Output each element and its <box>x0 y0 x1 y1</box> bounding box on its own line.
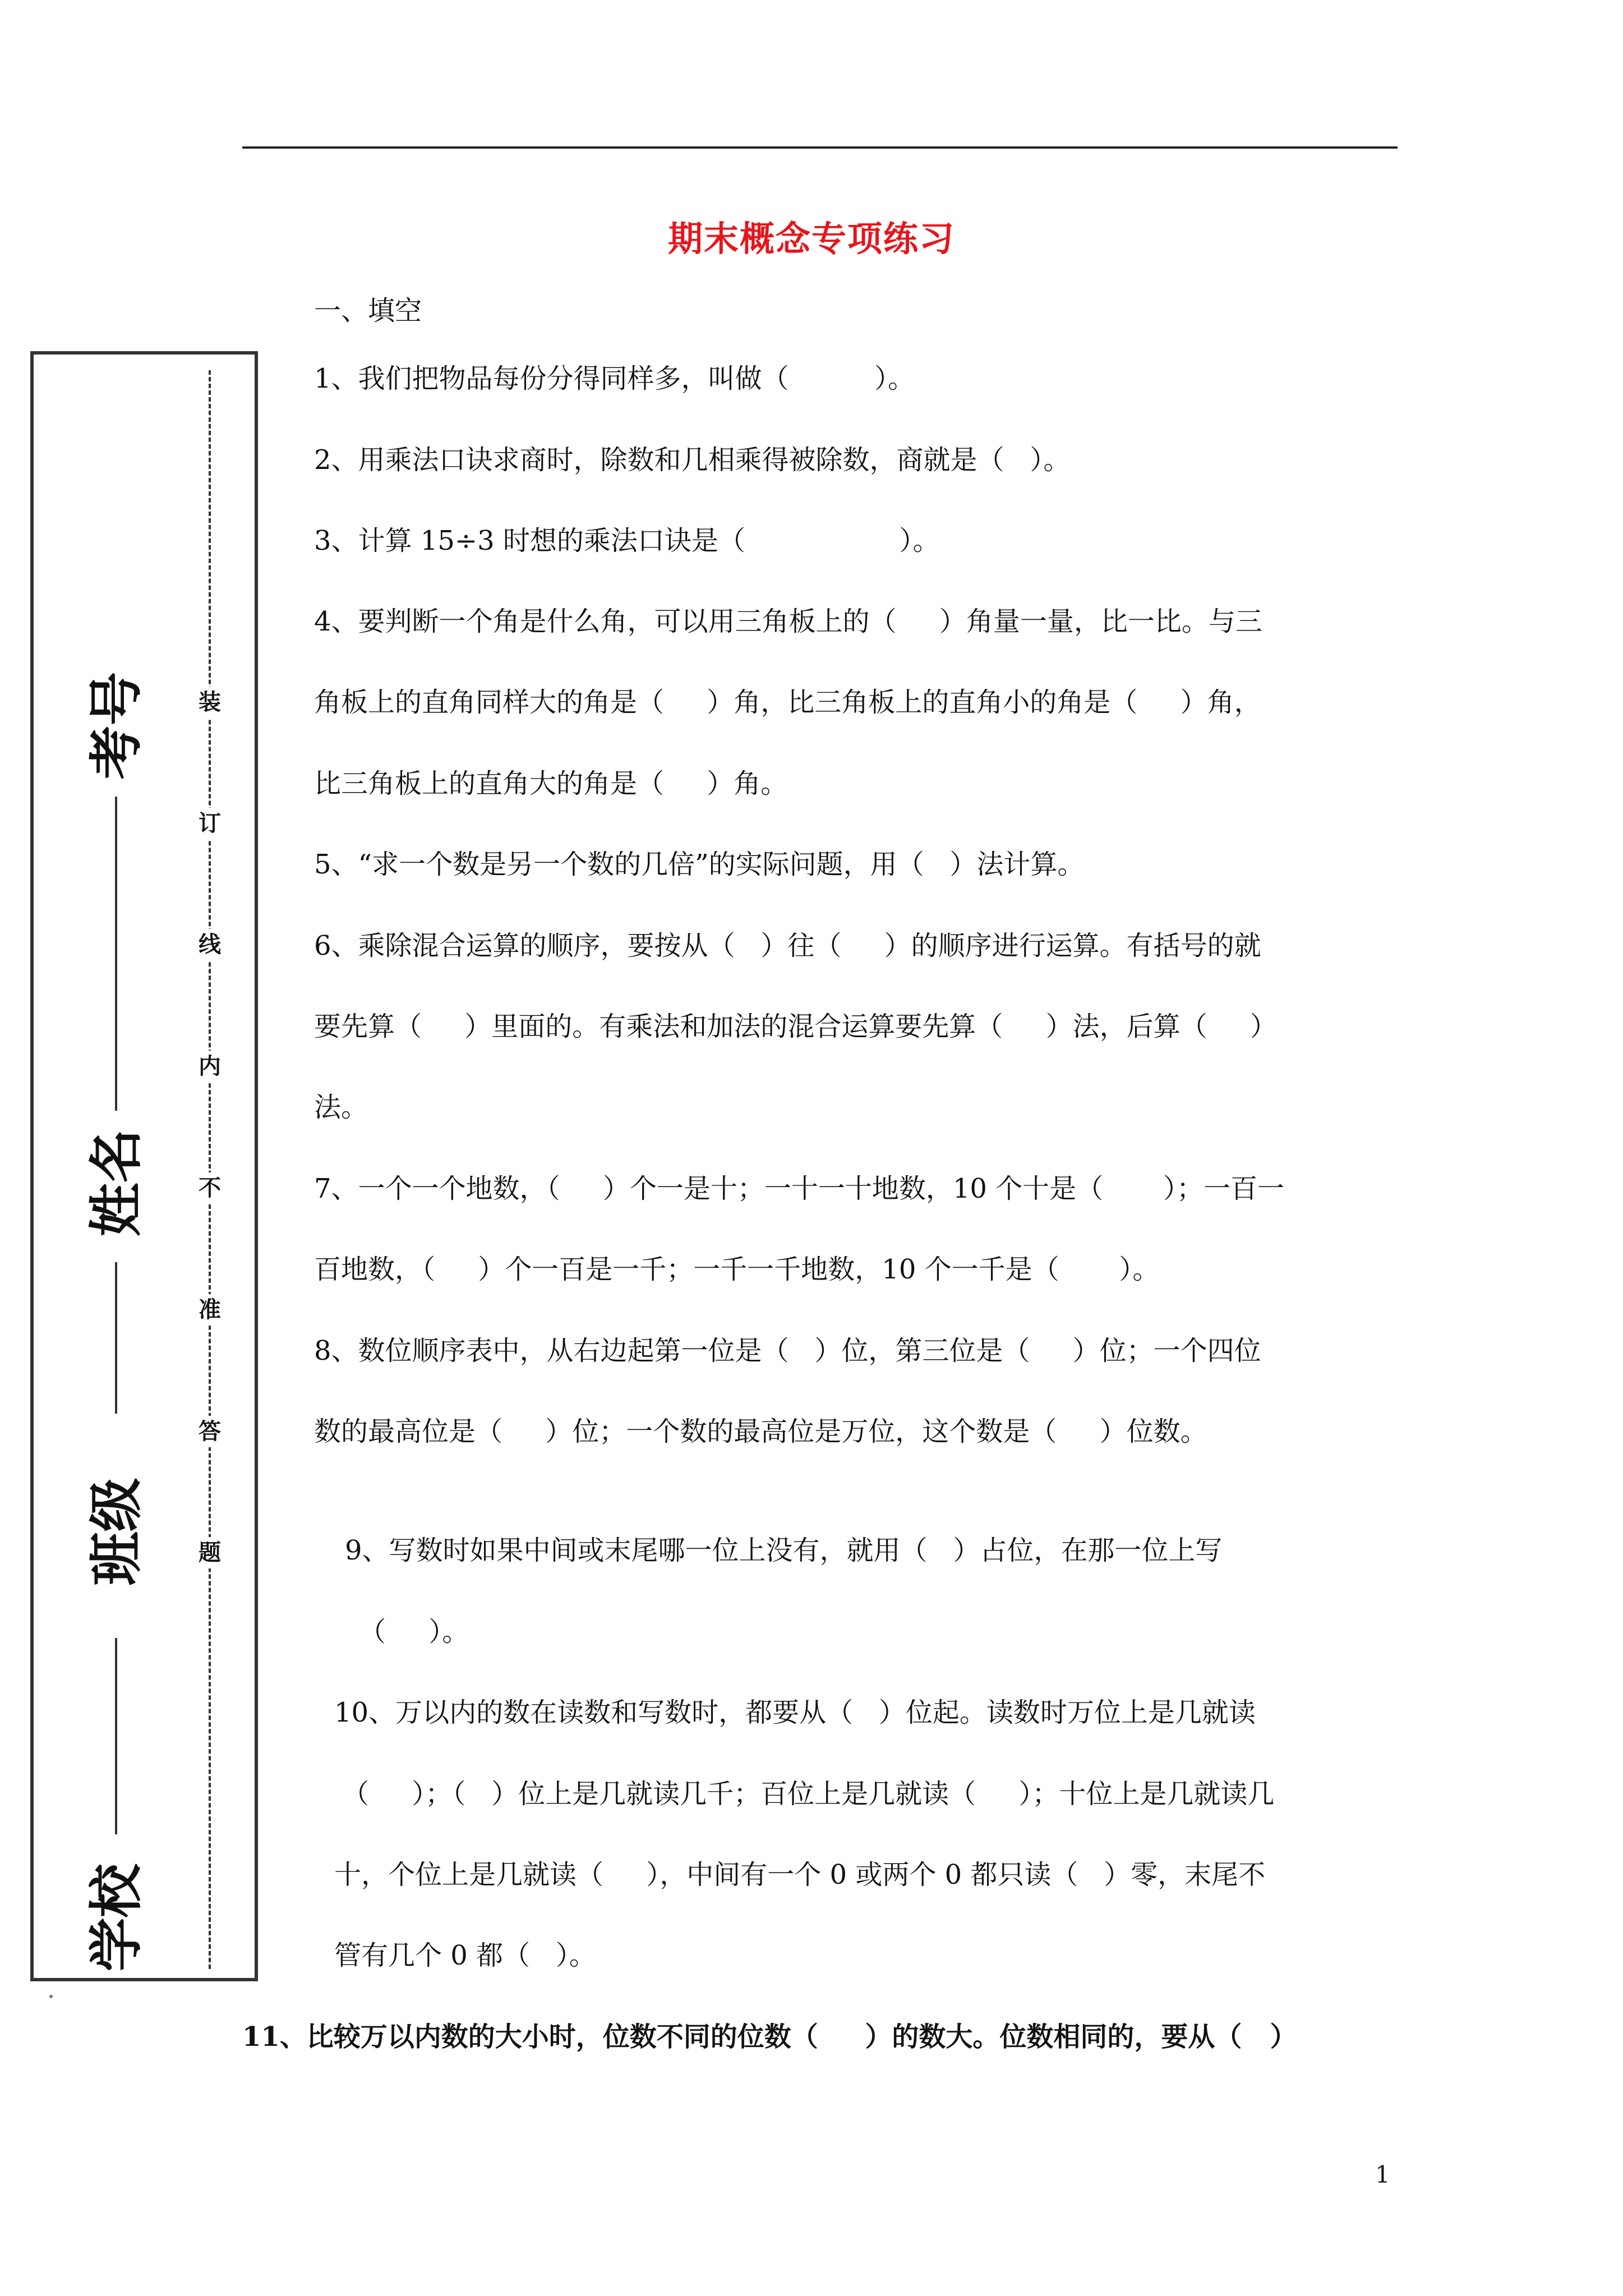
exam-number-label: 考号 <box>84 671 148 780</box>
question-line: 十，个位上是几就读（ ），中间有一个 0 或两个 0 都只读（ ）零，末尾不 <box>334 1859 1266 1890</box>
binding-char: 订 <box>194 808 225 839</box>
question-line: 数的最高位是（ ）位；一个数的最高位是万位，这个数是（ ）位数。 <box>314 1416 1207 1447</box>
question-line: 百地数，（ ）个一百是一千；一千一千地数，10 个一千是（ ）。 <box>314 1254 1160 1285</box>
name-label: 姓名 <box>84 1129 148 1237</box>
binding-char: 不 <box>194 1172 225 1204</box>
binding-char: 答 <box>194 1416 225 1447</box>
question-line: （ ）；（ ）位上是几就读几千；百位上是几就读（ ）；十位上是几就读几 <box>342 1778 1275 1810</box>
question-line: 8、数位顺序表中，从右边起第一位是（ ）位，第三位是（ ）位；一个四位 <box>314 1335 1261 1366</box>
question-line: 6、乘除混合运算的顺序，要按从（ ）往（ ）的顺序进行运算。有括号的就 <box>314 930 1261 961</box>
binding-char: 线 <box>194 929 225 960</box>
page-number: 1 <box>1375 2161 1390 2188</box>
question-line: （ ）。 <box>359 1616 469 1648</box>
binding-char: 题 <box>194 1537 225 1568</box>
question-line: 管有几个 0 都（ ）。 <box>334 1940 596 1971</box>
question-line: 法。 <box>314 1092 368 1123</box>
binding-char: 内 <box>194 1051 225 1082</box>
question-line: 3、计算 15÷3 时想的乘法口诀是（ ）。 <box>314 525 940 556</box>
question-line: 2、用乘法口诀求商时，除数和几相乘得被除数，商就是（ ）。 <box>314 444 1071 476</box>
section-heading: 一、填空 <box>314 295 422 326</box>
field-line <box>115 1262 117 1414</box>
school-label: 学校 <box>84 1864 148 1972</box>
question-line: 10、万以内的数在读数和写数时，都要从（ ）位起。读数时万位上是几就读 <box>334 1697 1256 1728</box>
binding-char: 装 <box>194 687 225 718</box>
question-line: 9、写数时如果中间或末尾哪一位上没有，就用（ ）占位，在那一位上写 <box>345 1535 1223 1566</box>
field-line <box>115 1638 117 1834</box>
scan-dot <box>49 1995 53 1998</box>
binding-dashed-line <box>209 370 211 1969</box>
question-line: 1、我们把物品每份分得同样多，叫做（ ）。 <box>314 363 915 394</box>
question-line: 角板上的直角同样大的角是（ ）角，比三角板上的直角小的角是（ ）角， <box>314 687 1261 718</box>
page-title: 期末概念专项练习 <box>667 218 955 259</box>
class-label: 班级 <box>84 1478 148 1586</box>
question-line: 要先算（ ）里面的。有乘法和加法的混合运算要先算（ ）法，后算（ ） <box>314 1011 1277 1042</box>
field-line <box>115 797 117 1111</box>
binding-char: 准 <box>194 1294 225 1326</box>
question-line: 5、“求一个数是另一个数的几倍”的实际问题，用（ ）法计算。 <box>314 849 1085 880</box>
question-line: 11、比较万以内数的大小时，位数不同的位数（ ）的数大。位数相同的，要从（ ） <box>242 2021 1297 2053</box>
question-line: 比三角板上的直角大的角是（ ）角。 <box>314 768 788 799</box>
top-rule <box>242 146 1398 149</box>
question-line: 4、要判断一个角是什么角，可以用三角板上的（ ）角量一量，比一比。与三 <box>314 606 1262 637</box>
question-line: 7、一个一个地数，（ ）个一是十；一十一十地数，10 个十是（ ）；一百一 <box>314 1173 1284 1204</box>
